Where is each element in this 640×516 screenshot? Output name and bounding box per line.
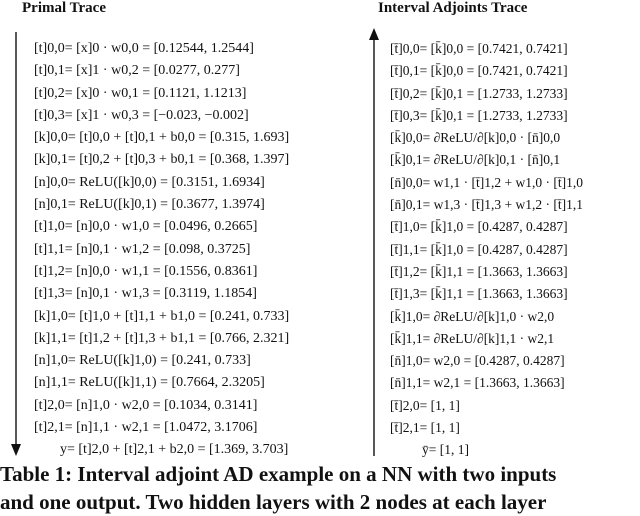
primal-equation: [t]0,1= [x]1 · w0,2 = [0.0277, 0.277] <box>34 63 240 79</box>
adjoint-equation: [n̄]0,1= w1,3 · [t̄]1,3 + w1,2 · [t̄]1,1 <box>390 197 583 213</box>
primal-equation: [t]0,3= [x]1 · w0,3 = [−0.023, −0.002] <box>34 107 249 123</box>
primal-equation: [n]0,1= ReLU([k]0,1) = [0.3677, 1.3974] <box>34 197 265 213</box>
adjoint-trace-header: Interval Adjoints Trace <box>378 0 528 16</box>
primal-equation: [t]1,2= [n]0,0 · w1,1 = [0.1556, 0.8361] <box>34 263 258 279</box>
adjoint-equation: [n̄]0,0= w1,1 · [t̄]1,2 + w1,0 · [t̄]1,0 <box>390 174 583 190</box>
adjoint-equation: [t̄]1,3= [k̄]1,1 = [1.3663, 1.3663] <box>390 286 568 302</box>
adjoint-equation: [n̄]1,1= w2,1 = [1.3663, 1.3663] <box>390 375 565 391</box>
primal-equation: y= [t]2,0 + [t]2,1 + b2,0 = [1.369, 3.703] <box>60 442 289 458</box>
adjoint-equation: [t̄]0,0= [k̄]0,0 = [0.7421, 0.7421] <box>390 41 568 56</box>
adjoint-equation: [t̄]0,1= [k̄]0,0 = [0.7421, 0.7421] <box>390 63 568 79</box>
adjoint-equation: [k̄]0,1= ∂ReLU/∂[k]0,1 · [n̄]0,1 <box>390 152 561 168</box>
caption-line-1: Table 1: Interval adjoint AD example on a NN with two inputs <box>0 462 557 486</box>
primal-equation: [t]1,0= [n]0,0 · w1,0 = [0.0496, 0.2665] <box>34 219 258 235</box>
primal-equation: [k]1,0= [t]1,0 + [t]1,1 + b1,0 = [0.241, 0.733] <box>34 308 290 324</box>
primal-equation: [k]0,0= [t]0,0 + [t]0,1 + b0,0 = [0.315, 1.693] <box>34 130 290 146</box>
primal-equation: [t]1,3= [n]0,1 · w1,3 = [0.3119, 1.1854] <box>34 286 257 302</box>
primal-trace-list <box>34 38 374 462</box>
adjoint-equation: [t̄]1,1= [k̄]1,0 = [0.4287, 0.4287] <box>390 241 568 257</box>
adjoint-equation: [t̄]2,0= [1, 1] <box>390 397 460 413</box>
primal-equation: [k]1,1= [t]1,2 + [t]1,3 + b1,1 = [0.766, 2.321] <box>34 330 290 346</box>
down-arrow-icon <box>9 32 23 458</box>
primal-equation: [n]1,0= ReLU([k]1,0) = [0.241, 0.733] <box>34 353 251 369</box>
primal-equation: [t]0,2= [x]0 · w0,1 = [0.1121, 1.1213] <box>34 85 247 101</box>
primal-equation: [n]0,0= ReLU([k]0,0) = [0.3151, 1.6934] <box>34 174 265 190</box>
adjoint-equation: [t̄]0,3= [k̄]0,1 = [1.2733, 1.2733] <box>390 107 568 123</box>
primal-equation: [t]2,1= [n]1,1 · w2,1 = [1.0472, 3.1706] <box>34 420 258 436</box>
adjoint-equation: [t̄]1,0= [k̄]1,0 = [0.4287, 0.4287] <box>390 219 568 235</box>
adjoint-equation: [k̄]0,0= ∂ReLU/∂[k]0,0 · [n̄]0,0 <box>390 130 561 146</box>
adjoint-trace-list <box>390 38 640 462</box>
primal-equation: [t]1,1= [n]0,1 · w1,2 = [0.098, 0.3725] <box>34 241 251 257</box>
primal-trace-header: Primal Trace <box>22 0 106 16</box>
adjoint-equation: [t̄]0,2= [k̄]0,1 = [1.2733, 1.2733] <box>390 85 568 101</box>
primal-equation: [n]1,1= ReLU([k]1,1) = [0.7664, 2.3205] <box>34 375 265 391</box>
caption-line-2: and one output. Two hidden layers with 2 nodes at each layer <box>0 490 547 514</box>
primal-equation: [t]0,0= [x]0 · w0,0 = [0.12544, 1.2544] <box>34 41 254 56</box>
primal-equation: [t]2,0= [n]1,0 · w2,0 = [0.1034, 0.3141] <box>34 397 258 413</box>
adjoint-equation: [k̄]1,1= ∂ReLU/∂[k]1,1 · w2,1 <box>390 330 555 346</box>
adjoint-equation: [t̄]1,2= [k̄]1,1 = [1.3663, 1.3663] <box>390 263 568 279</box>
adjoint-equation: [t̄]2,1= [1, 1] <box>390 420 460 436</box>
primal-equation: [k]0,1= [t]0,2 + [t]0,3 + b0,1 = [0.368, 1.397] <box>34 152 290 168</box>
adjoint-equation: ȳ= [1, 1] <box>422 442 469 458</box>
adjoint-equation: [n̄]1,0= w2,0 = [0.4287, 0.4287] <box>390 353 565 369</box>
table-caption <box>0 460 640 516</box>
adjoint-equation: [k̄]1,0= ∂ReLU/∂[k]1,0 · w2,0 <box>390 308 555 324</box>
